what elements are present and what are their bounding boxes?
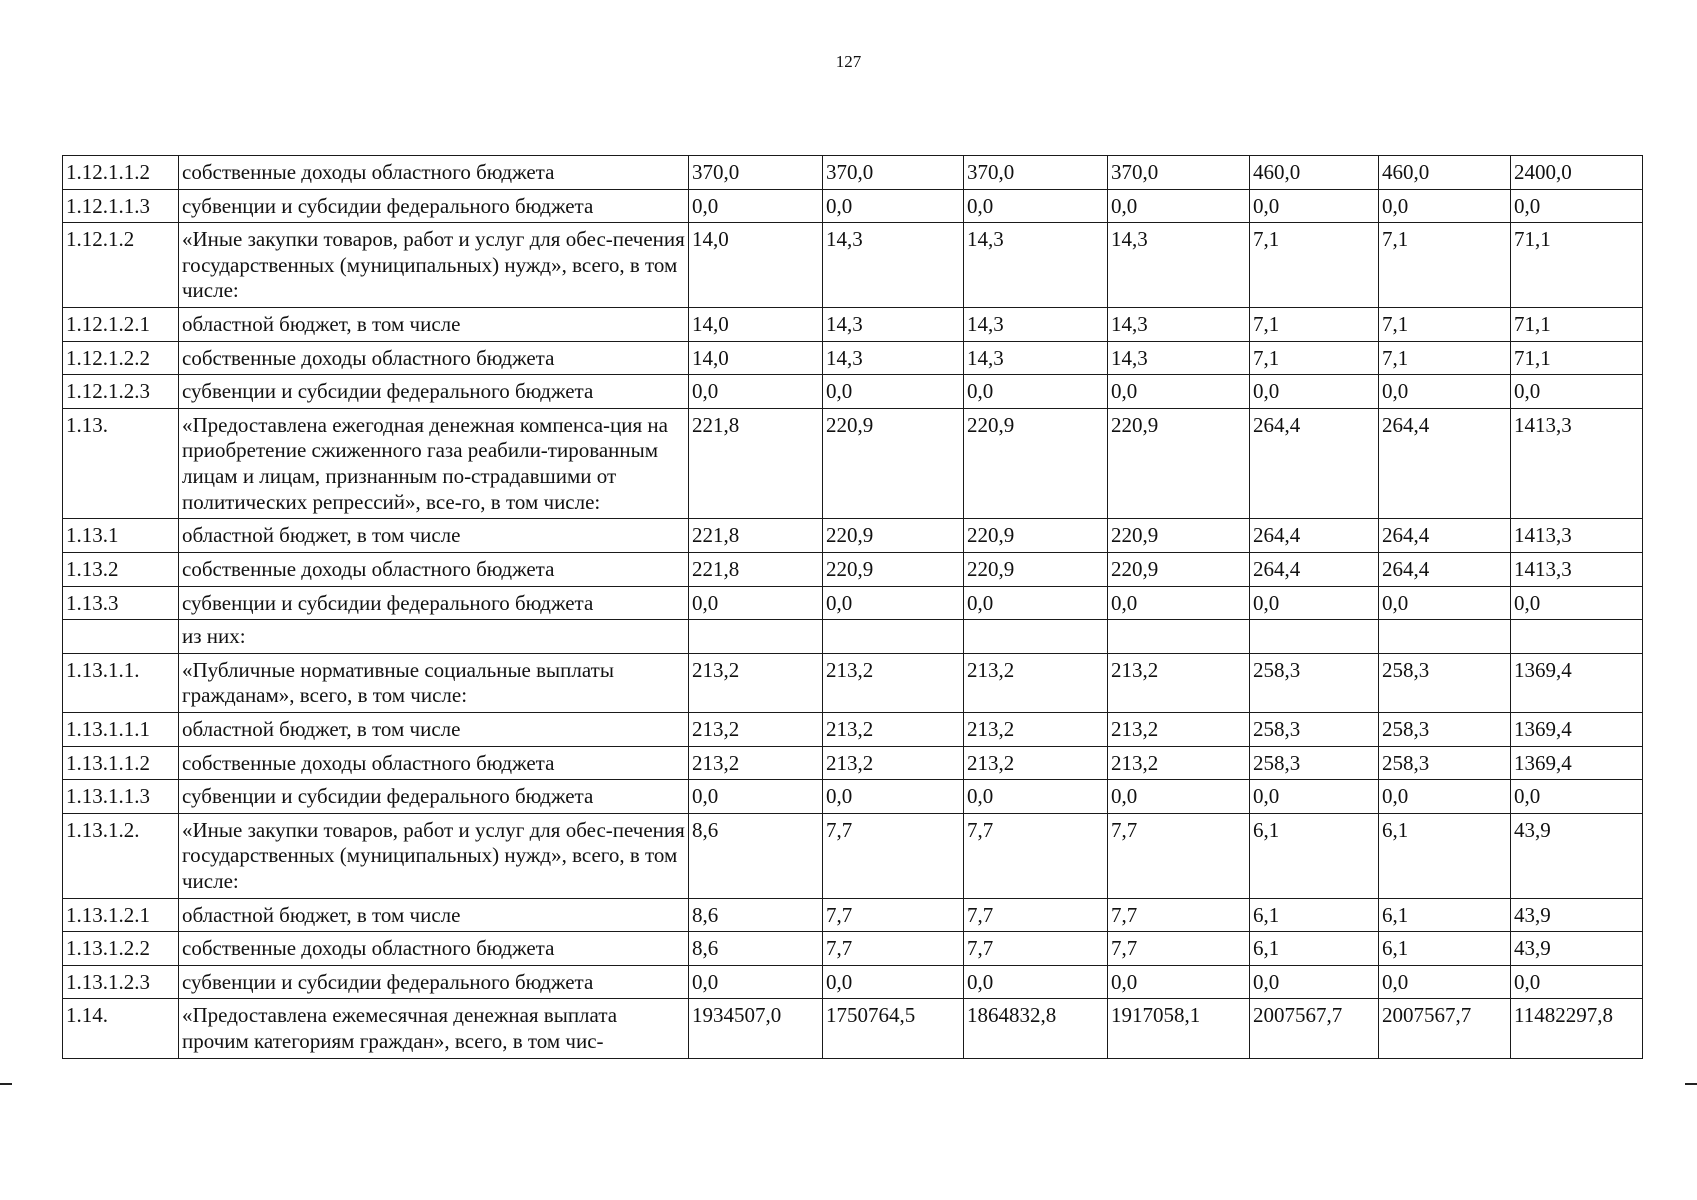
value-cell: 213,2: [1108, 746, 1250, 780]
value-cell: 6,1: [1250, 813, 1379, 898]
value-cell: 1369,4: [1511, 712, 1643, 746]
row-description-cell: собственные доходы областного бюджета: [179, 156, 689, 190]
value-cell: 213,2: [964, 653, 1108, 712]
value-cell: 43,9: [1511, 932, 1643, 966]
table-row: [63, 932, 1643, 966]
value-cell: 370,0: [964, 156, 1108, 190]
value-cell: [964, 620, 1108, 654]
value-cell: 264,4: [1379, 552, 1511, 586]
row-description-cell: «Иные закупки товаров, работ и услуг для обес-печения государственных (муниципальных) нужд», всего, в том числе:: [179, 223, 689, 308]
value-cell: 220,9: [1108, 519, 1250, 553]
value-cell: 0,0: [964, 189, 1108, 223]
row-code-cell: 1.13.1.2.: [63, 813, 179, 898]
value-cell: [689, 620, 823, 654]
value-cell: 7,7: [964, 813, 1108, 898]
value-cell: 14,3: [823, 341, 964, 375]
value-cell: 220,9: [964, 519, 1108, 553]
value-cell: 2400,0: [1511, 156, 1643, 190]
value-cell: 7,7: [964, 898, 1108, 932]
table-row: [63, 341, 1643, 375]
value-cell: 264,4: [1379, 408, 1511, 518]
value-cell: 7,7: [1108, 898, 1250, 932]
row-code-cell: [63, 620, 179, 654]
row-description-cell: субвенции и субсидии федерального бюджета: [179, 586, 689, 620]
value-cell: 0,0: [964, 965, 1108, 999]
table-row: [63, 552, 1643, 586]
value-cell: [823, 620, 964, 654]
value-cell: 213,2: [1108, 712, 1250, 746]
table-row: [63, 965, 1643, 999]
value-cell: 213,2: [823, 712, 964, 746]
value-cell: 7,1: [1379, 223, 1511, 308]
row-description-cell: областной бюджет, в том числе: [179, 712, 689, 746]
value-cell: 43,9: [1511, 813, 1643, 898]
budget-table: [62, 155, 1643, 1059]
value-cell: 258,3: [1250, 653, 1379, 712]
value-cell: 0,0: [1250, 375, 1379, 409]
value-cell: 258,3: [1379, 653, 1511, 712]
value-cell: 213,2: [689, 653, 823, 712]
value-cell: 0,0: [1379, 965, 1511, 999]
value-cell: 14,0: [689, 308, 823, 342]
row-code-cell: 1.12.1.2: [63, 223, 179, 308]
value-cell: 0,0: [823, 375, 964, 409]
row-code-cell: 1.12.1.1.2: [63, 156, 179, 190]
value-cell: 213,2: [964, 746, 1108, 780]
value-cell: 220,9: [964, 408, 1108, 518]
row-description-cell: «Публичные нормативные социальные выплаты гражданам», всего, в том числе:: [179, 653, 689, 712]
value-cell: 213,2: [689, 712, 823, 746]
value-cell: 1413,3: [1511, 519, 1643, 553]
value-cell: 0,0: [823, 189, 964, 223]
value-cell: 0,0: [689, 586, 823, 620]
value-cell: 0,0: [1108, 965, 1250, 999]
value-cell: 6,1: [1379, 932, 1511, 966]
row-code-cell: 1.13.1.1.: [63, 653, 179, 712]
value-cell: 7,1: [1250, 308, 1379, 342]
row-description-cell: из них:: [179, 620, 689, 654]
value-cell: 220,9: [823, 552, 964, 586]
value-cell: 0,0: [1250, 586, 1379, 620]
row-description-cell: субвенции и субсидии федерального бюджета: [179, 375, 689, 409]
table-row: [63, 586, 1643, 620]
row-code-cell: 1.13.1.1.3: [63, 780, 179, 814]
row-code-cell: 1.13.3: [63, 586, 179, 620]
row-code-cell: 1.13.2: [63, 552, 179, 586]
value-cell: 1864832,8: [964, 999, 1108, 1058]
row-code-cell: 1.12.1.1.3: [63, 189, 179, 223]
margin-mark-left: [0, 1083, 12, 1085]
value-cell: 14,0: [689, 223, 823, 308]
table-row: [63, 189, 1643, 223]
value-cell: 0,0: [823, 965, 964, 999]
value-cell: 258,3: [1250, 746, 1379, 780]
row-description-cell: субвенции и субсидии федерального бюджета: [179, 965, 689, 999]
row-code-cell: 1.13.: [63, 408, 179, 518]
value-cell: 0,0: [1250, 189, 1379, 223]
value-cell: 7,7: [1108, 813, 1250, 898]
row-description-cell: собственные доходы областного бюджета: [179, 341, 689, 375]
value-cell: 0,0: [1108, 189, 1250, 223]
value-cell: 0,0: [1108, 375, 1250, 409]
value-cell: 220,9: [1108, 408, 1250, 518]
value-cell: 0,0: [689, 780, 823, 814]
row-code-cell: 1.13.1.2.3: [63, 965, 179, 999]
value-cell: 264,4: [1250, 519, 1379, 553]
value-cell: 264,4: [1250, 408, 1379, 518]
table-row: [63, 223, 1643, 308]
value-cell: 220,9: [823, 519, 964, 553]
table-row: [63, 898, 1643, 932]
value-cell: 258,3: [1379, 746, 1511, 780]
value-cell: 14,3: [1108, 341, 1250, 375]
row-description-cell: «Иные закупки товаров, работ и услуг для обес-печения государственных (муниципальных) нужд», всего, в том числе:: [179, 813, 689, 898]
value-cell: 213,2: [1108, 653, 1250, 712]
row-code-cell: 1.13.1.1.2: [63, 746, 179, 780]
table-row: [63, 746, 1643, 780]
value-cell: 11482297,8: [1511, 999, 1643, 1058]
value-cell: 1369,4: [1511, 746, 1643, 780]
value-cell: 0,0: [689, 189, 823, 223]
value-cell: 7,1: [1250, 223, 1379, 308]
value-cell: 0,0: [1379, 189, 1511, 223]
value-cell: 264,4: [1250, 552, 1379, 586]
value-cell: 370,0: [689, 156, 823, 190]
value-cell: 14,3: [964, 223, 1108, 308]
value-cell: 1369,4: [1511, 653, 1643, 712]
row-code-cell: 1.13.1.2.1: [63, 898, 179, 932]
row-description-cell: «Предоставлена ежемесячная денежная выплата прочим категориям граждан», всего, в том чис-: [179, 999, 689, 1058]
value-cell: 0,0: [1379, 586, 1511, 620]
value-cell: 1750764,5: [823, 999, 964, 1058]
value-cell: 0,0: [1250, 965, 1379, 999]
value-cell: 0,0: [1511, 189, 1643, 223]
value-cell: 220,9: [964, 552, 1108, 586]
budget-table-body: [63, 156, 1643, 1059]
table-row: [63, 375, 1643, 409]
value-cell: 14,3: [964, 341, 1108, 375]
value-cell: 1413,3: [1511, 552, 1643, 586]
page-number: 127: [835, 52, 862, 71]
value-cell: 0,0: [1379, 780, 1511, 814]
value-cell: 6,1: [1379, 898, 1511, 932]
value-cell: 0,0: [1511, 375, 1643, 409]
value-cell: 2007567,7: [1250, 999, 1379, 1058]
row-code-cell: 1.13.1.2.2: [63, 932, 179, 966]
row-description-cell: субвенции и субсидии федерального бюджета: [179, 780, 689, 814]
table-row: [63, 653, 1643, 712]
value-cell: 0,0: [823, 586, 964, 620]
row-description-cell: областной бюджет, в том числе: [179, 308, 689, 342]
table-row: [63, 712, 1643, 746]
value-cell: 1917058,1: [1108, 999, 1250, 1058]
value-cell: 0,0: [1108, 586, 1250, 620]
value-cell: 258,3: [1250, 712, 1379, 746]
value-cell: 221,8: [689, 552, 823, 586]
row-description-cell: областной бюджет, в том числе: [179, 898, 689, 932]
value-cell: 460,0: [1250, 156, 1379, 190]
table-row: [63, 519, 1643, 553]
value-cell: 0,0: [1511, 586, 1643, 620]
value-cell: 0,0: [1108, 780, 1250, 814]
table-row: [63, 780, 1643, 814]
row-description-cell: субвенции и субсидии федерального бюджета: [179, 189, 689, 223]
value-cell: 7,1: [1250, 341, 1379, 375]
value-cell: 0,0: [823, 780, 964, 814]
row-description-cell: собственные доходы областного бюджета: [179, 932, 689, 966]
value-cell: 7,1: [1379, 341, 1511, 375]
value-cell: 370,0: [1108, 156, 1250, 190]
value-cell: 213,2: [823, 653, 964, 712]
value-cell: 71,1: [1511, 308, 1643, 342]
value-cell: 6,1: [1379, 813, 1511, 898]
value-cell: 0,0: [964, 780, 1108, 814]
value-cell: 0,0: [689, 965, 823, 999]
table-row: [63, 308, 1643, 342]
value-cell: 14,3: [823, 223, 964, 308]
table-row: [63, 620, 1643, 654]
value-cell: 264,4: [1379, 519, 1511, 553]
value-cell: 0,0: [1250, 780, 1379, 814]
value-cell: 14,3: [1108, 308, 1250, 342]
row-code-cell: 1.14.: [63, 999, 179, 1058]
value-cell: 221,8: [689, 519, 823, 553]
value-cell: 7,7: [1108, 932, 1250, 966]
value-cell: 0,0: [1379, 375, 1511, 409]
value-cell: 460,0: [1379, 156, 1511, 190]
table-row: [63, 408, 1643, 518]
row-code-cell: 1.13.1.1.1: [63, 712, 179, 746]
value-cell: 213,2: [964, 712, 1108, 746]
value-cell: 71,1: [1511, 341, 1643, 375]
value-cell: [1511, 620, 1643, 654]
value-cell: 6,1: [1250, 932, 1379, 966]
value-cell: 8,6: [689, 898, 823, 932]
value-cell: 0,0: [1511, 780, 1643, 814]
value-cell: 0,0: [1511, 965, 1643, 999]
row-description-cell: «Предоставлена ежегодная денежная компенса-ция на приобретение сжиженного газа реабили-тированным лицам и лицам, признанным по-страдавшими от политических репрессий», все-го, в том числе:: [179, 408, 689, 518]
value-cell: 71,1: [1511, 223, 1643, 308]
value-cell: 7,7: [823, 898, 964, 932]
value-cell: 43,9: [1511, 898, 1643, 932]
value-cell: 7,7: [823, 813, 964, 898]
row-code-cell: 1.12.1.2.3: [63, 375, 179, 409]
table-row: [63, 999, 1643, 1058]
row-description-cell: собственные доходы областного бюджета: [179, 552, 689, 586]
value-cell: [1108, 620, 1250, 654]
value-cell: 6,1: [1250, 898, 1379, 932]
row-code-cell: 1.12.1.2.2: [63, 341, 179, 375]
value-cell: 1934507,0: [689, 999, 823, 1058]
value-cell: 1413,3: [1511, 408, 1643, 518]
row-description-cell: собственные доходы областного бюджета: [179, 746, 689, 780]
value-cell: [1250, 620, 1379, 654]
value-cell: 2007567,7: [1379, 999, 1511, 1058]
value-cell: 370,0: [823, 156, 964, 190]
value-cell: 0,0: [689, 375, 823, 409]
value-cell: 213,2: [689, 746, 823, 780]
value-cell: 7,7: [964, 932, 1108, 966]
value-cell: 213,2: [823, 746, 964, 780]
value-cell: 0,0: [964, 375, 1108, 409]
value-cell: 221,8: [689, 408, 823, 518]
value-cell: 220,9: [823, 408, 964, 518]
row-description-cell: областной бюджет, в том числе: [179, 519, 689, 553]
value-cell: 220,9: [1108, 552, 1250, 586]
row-code-cell: 1.12.1.2.1: [63, 308, 179, 342]
table-row: [63, 156, 1643, 190]
value-cell: 8,6: [689, 813, 823, 898]
value-cell: 7,1: [1379, 308, 1511, 342]
table-row: [63, 813, 1643, 898]
value-cell: 8,6: [689, 932, 823, 966]
value-cell: 14,3: [823, 308, 964, 342]
value-cell: 0,0: [964, 586, 1108, 620]
value-cell: 14,3: [964, 308, 1108, 342]
value-cell: 14,3: [1108, 223, 1250, 308]
margin-mark-right: [1685, 1083, 1697, 1085]
value-cell: 258,3: [1379, 712, 1511, 746]
value-cell: 14,0: [689, 341, 823, 375]
value-cell: 7,7: [823, 932, 964, 966]
row-code-cell: 1.13.1: [63, 519, 179, 553]
value-cell: [1379, 620, 1511, 654]
